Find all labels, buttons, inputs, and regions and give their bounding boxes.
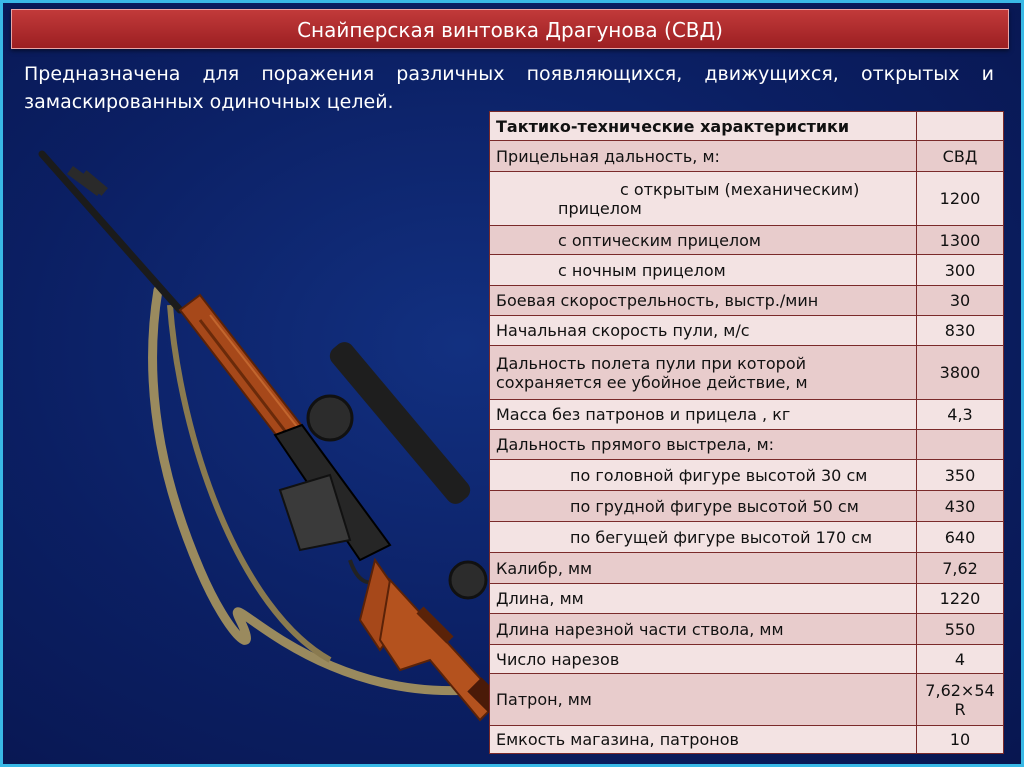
- table-row: [490, 346, 1004, 400]
- description-text: Предназначена для поражения различных появляющихся, движущихся, открытых и замаскированных одиночных целей.: [24, 63, 994, 113]
- row-label: Емкость магазина, патронов: [490, 726, 917, 754]
- table-row: [490, 172, 1004, 226]
- row-value: 7,62: [917, 553, 1004, 584]
- row-label: Длина нарезной части ствола, мм: [490, 614, 917, 645]
- table-row: [490, 226, 1004, 255]
- table-row: [490, 614, 1004, 645]
- row-label: Дальность полета пули при которой сохраняется ее убойное действие, м: [490, 346, 917, 400]
- slide-title: Снайперская винтовка Драгунова (СВД): [11, 9, 1009, 49]
- row-label: Число нарезов: [490, 645, 917, 674]
- row-value: 1220: [917, 584, 1004, 614]
- row-value: 1300: [917, 226, 1004, 255]
- row-label: с ночным прицелом: [490, 255, 917, 286]
- table-row: [490, 584, 1004, 614]
- row-value: 30: [917, 286, 1004, 316]
- row-value: 430: [917, 491, 1004, 522]
- row-value: 830: [917, 316, 1004, 346]
- row-label: Масса без патронов и прицела , кг: [490, 400, 917, 430]
- row-label: по головной фигуре высотой 30 см: [490, 460, 917, 491]
- row-label-text: с открытым (механическим) прицелом: [558, 179, 860, 218]
- table-row: [490, 255, 1004, 286]
- svd-rifle-illustration: [30, 140, 510, 740]
- row-value: 4: [917, 645, 1004, 674]
- row-label: Дальность прямого выстрела, м:: [490, 430, 917, 460]
- row-value: СВД: [917, 141, 1004, 172]
- row-label: по грудной фигуре высотой 50 см: [490, 491, 917, 522]
- table-header-value: [917, 112, 1004, 141]
- row-value: 640: [917, 522, 1004, 553]
- table-row: [490, 553, 1004, 584]
- row-value: 7,62×54 R: [917, 674, 1004, 726]
- row-value: [917, 430, 1004, 460]
- row-value: 10: [917, 726, 1004, 754]
- row-label: Длина, мм: [490, 584, 917, 614]
- row-label: Патрон, мм: [490, 674, 917, 726]
- table-row: [490, 460, 1004, 491]
- row-value: 4,3: [917, 400, 1004, 430]
- table-row: [490, 430, 1004, 460]
- table-row: [490, 286, 1004, 316]
- row-label: Калибр, мм: [490, 553, 917, 584]
- row-value: 1200: [917, 172, 1004, 226]
- row-label: Прицельная дальность, м:: [490, 141, 917, 172]
- row-label: Начальная скорость пули, м/с: [490, 316, 917, 346]
- row-value: 3800: [917, 346, 1004, 400]
- table-row: [490, 112, 1004, 141]
- row-value: 550: [917, 614, 1004, 645]
- table-row: [490, 400, 1004, 430]
- table-row: [490, 674, 1004, 726]
- row-label: Боевая скорострельность, выстр./мин: [490, 286, 917, 316]
- table-row: [490, 522, 1004, 553]
- table-row: [490, 645, 1004, 674]
- row-value: 350: [917, 460, 1004, 491]
- table-row: [490, 491, 1004, 522]
- table-row: [490, 726, 1004, 754]
- table-row: [490, 141, 1004, 172]
- table-header-label: Тактико-технические характеристики: [490, 112, 917, 141]
- table-row: [490, 316, 1004, 346]
- specs-table: [489, 111, 1004, 754]
- row-label: [490, 172, 917, 226]
- row-value: 300: [917, 255, 1004, 286]
- row-label: по бегущей фигуре высотой 170 см: [490, 522, 917, 553]
- row-label: с оптическим прицелом: [490, 226, 917, 255]
